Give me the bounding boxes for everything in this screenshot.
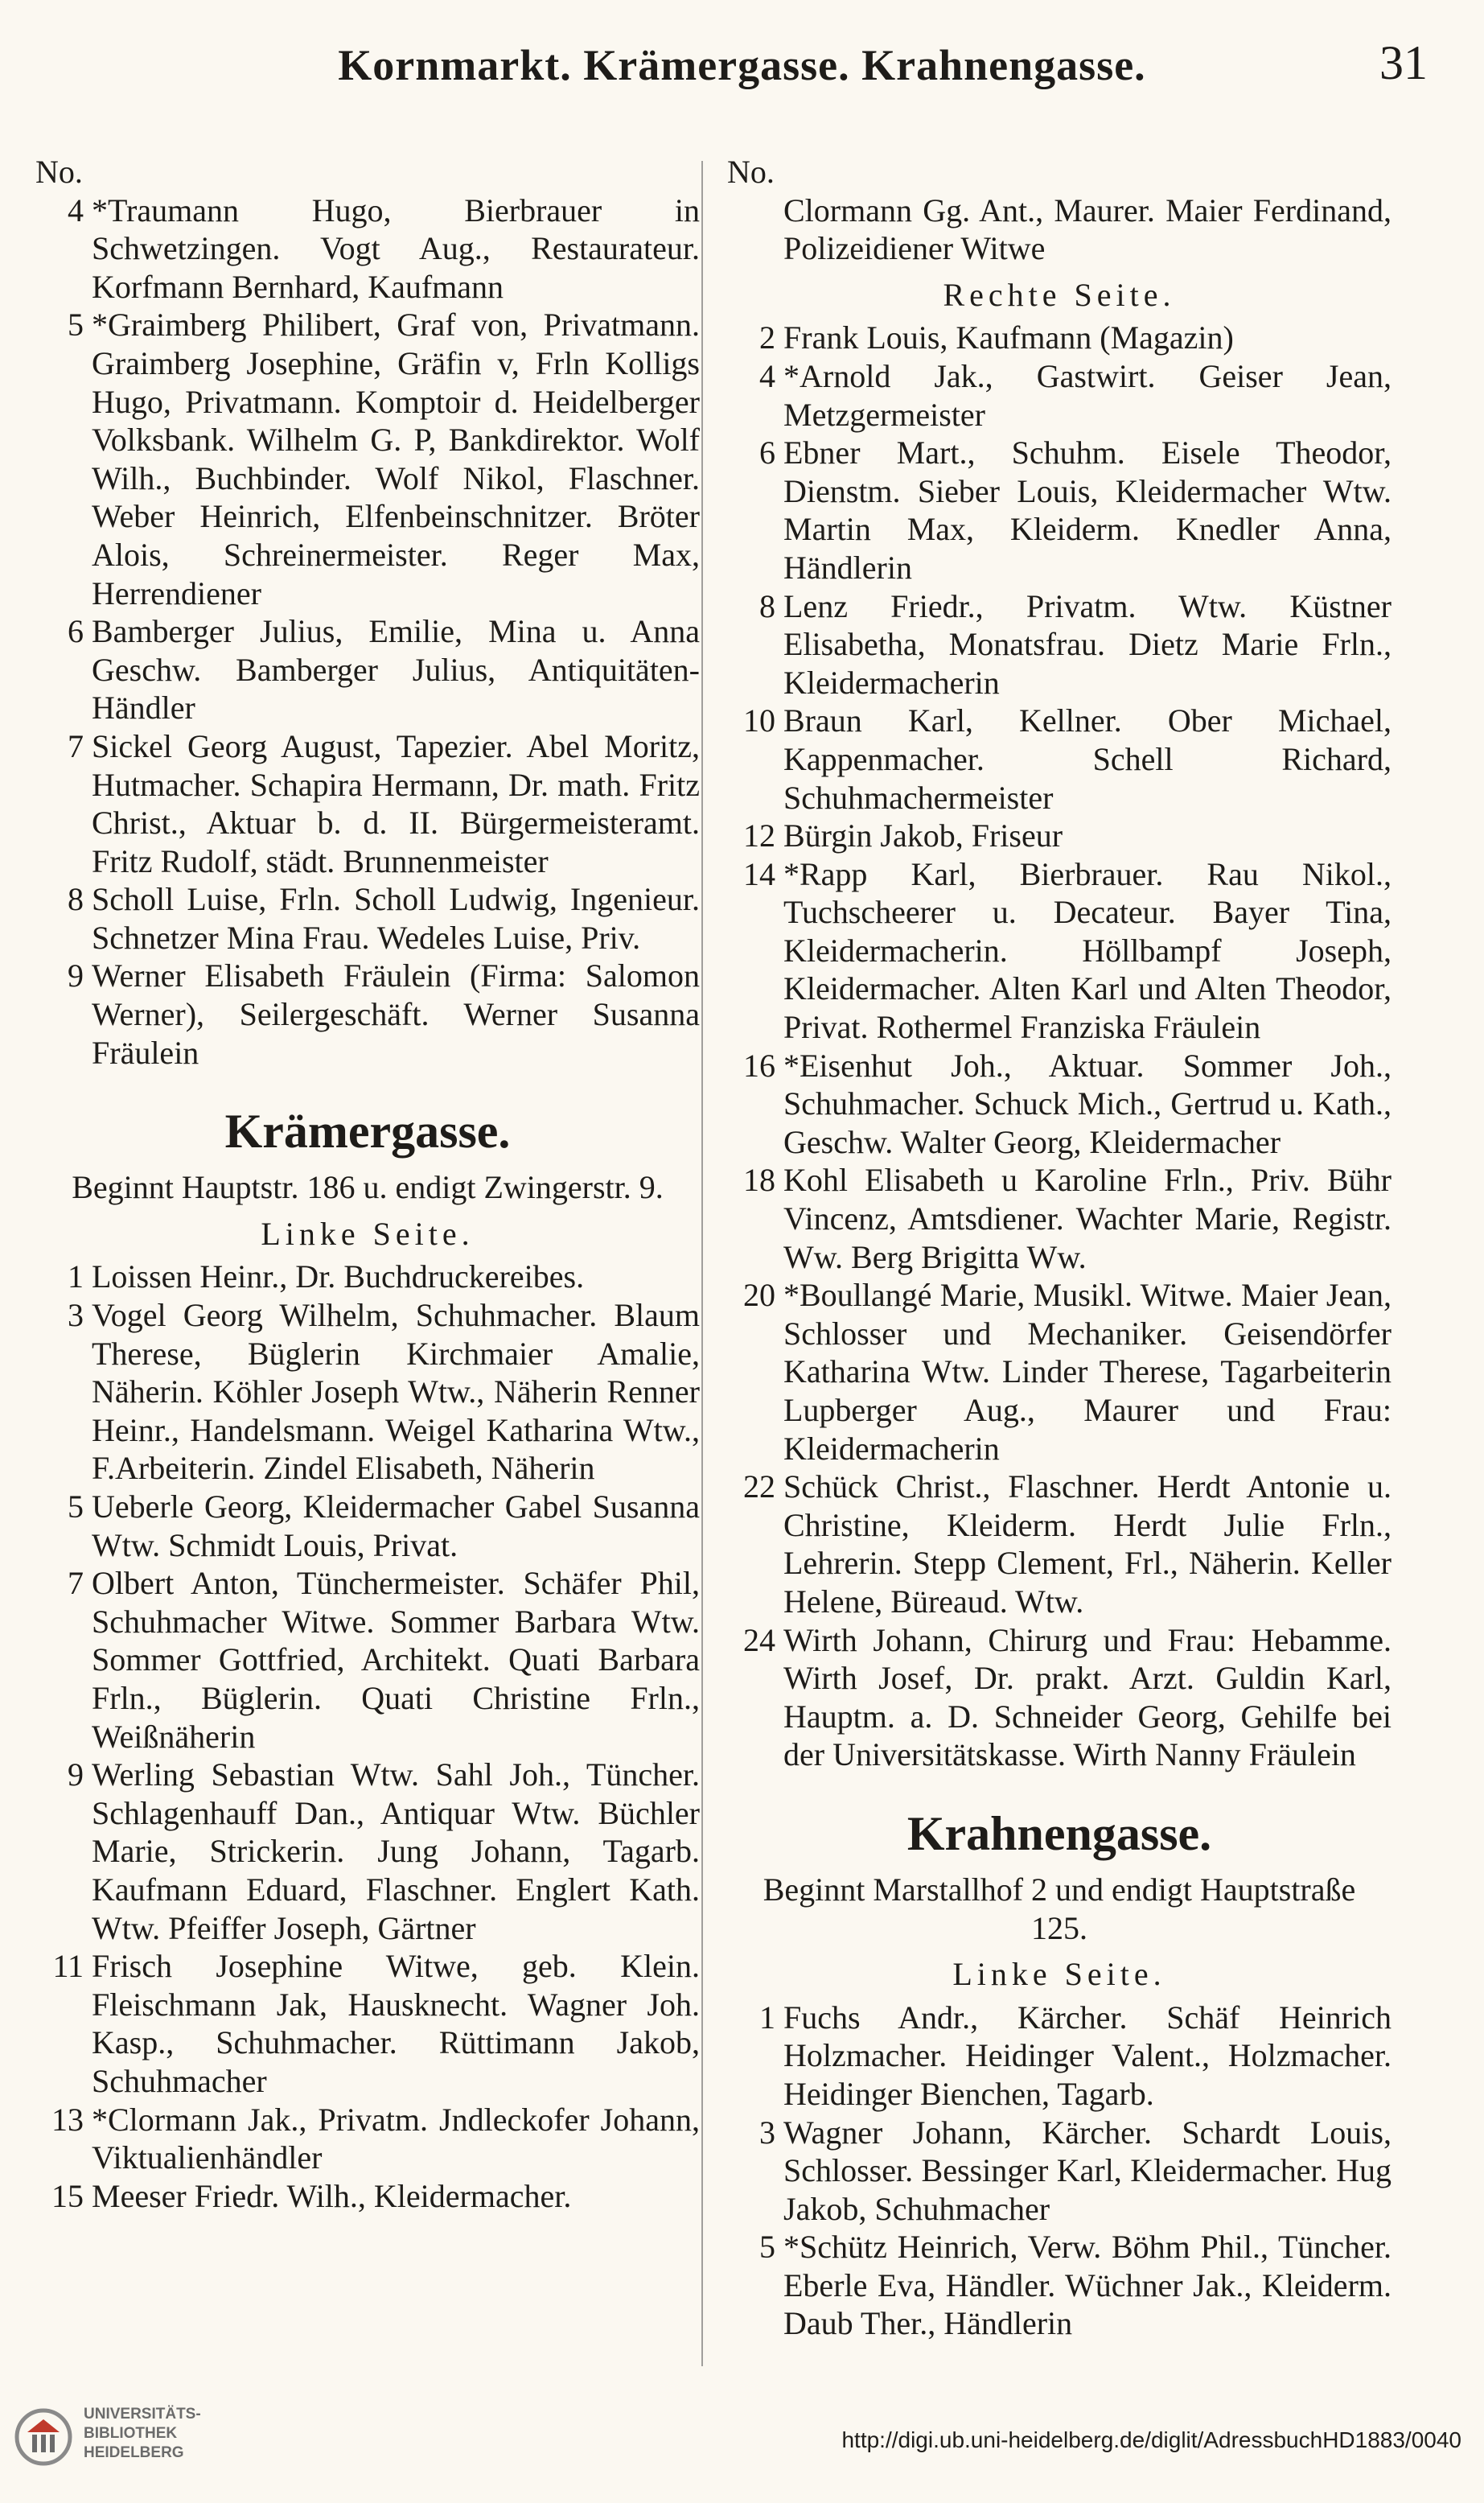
house-entry [727, 702, 1392, 817]
house-number: 9 [68, 957, 84, 994]
resident-names: Frisch Josephine Witwe, geb. Klein. Fleischmann Jak, Hausknecht. Wagner Joh. Kasp., Schuhmacher. Rüttimann Jakob, Schuhmacher [92, 1948, 700, 2099]
street-heading-kraemergasse: Krämergasse. [224, 1105, 511, 1159]
street-description: Beginnt Marstallhof 2 und endigt Hauptstraße 125. [763, 1871, 1356, 1946]
house-entry [727, 1621, 1392, 1774]
house-entry [35, 957, 700, 1072]
column-divider [701, 161, 703, 2398]
resident-names: Vogel Georg Wilhelm, Schuhmacher. Blaum Therese, Büglerin Kirchmaier Amalie, Näherin. Köhler Joseph Wtw., Näherin Renner Heinr., Handelsmann. Weigel Katharina Wtw., F.Arbeiterin. Zindel Elisabeth, Näherin [92, 1297, 700, 1487]
right-column [727, 153, 1392, 2343]
house-entry [35, 727, 700, 880]
house-number: 6 [759, 434, 775, 471]
house-number: 16 [743, 1047, 775, 1084]
page-header [56, 36, 1428, 113]
house-entry [35, 880, 700, 957]
resident-names: Sickel Georg August, Tapezier. Abel Moritz, Hutmacher. Schapira Hermann, Dr. math. Fritz Christ., Aktuar b. d. II. Bürgermeisteramt. Fritz Rudolf, städt. Brunnenmeister [92, 727, 700, 879]
house-number: 5 [68, 1488, 84, 1525]
side-heading: Linke Seite. [952, 1956, 1166, 1993]
house-number: 7 [68, 727, 84, 764]
house-entry [727, 2114, 1392, 2229]
kraemergasse-right-entries [727, 319, 1392, 1774]
house-number: 3 [759, 2114, 775, 2151]
kornmarkt-entries [35, 191, 700, 1072]
resident-names: Frank Louis, Kaufmann (Magazin) [783, 319, 1234, 356]
side-heading: Rechte Seite. [943, 276, 1176, 313]
house-entry [35, 2101, 700, 2177]
house-number: 14 [743, 855, 775, 892]
resident-names: *Clormann Jak., Privatm. Jndleckofer Johann, Viktualienhändler [92, 2101, 700, 2176]
resident-names: *Traumann Hugo, Bierbrauer in Schwetzingen. Vogt Aug., Restaurateur. Korfmann Bernhard, Kaufmann [92, 191, 700, 305]
side-heading: Linke Seite. [261, 1215, 475, 1252]
resident-names: Olbert Anton, Tünchermeister. Schäfer Phil, Schuhmacher Witwe. Sommer Barbara Wtw. Sommer Gottfried, Architekt. Quati Barbara Frln., Büglerin. Quati Christine Frln., Weißnäherin [92, 1565, 700, 1755]
resident-names: Werling Sebastian Wtw. Sahl Joh., Tüncher. Schlagenhauff Dan., Antiquar Wtw. Büchler Marie, Strickerin. Jung Johann, Tagarb. Kaufmann Eduard, Flaschner. Englert Kath. Wtw. Pfeiffer Joseph, Gärtner [92, 1756, 700, 1946]
house-number: 18 [743, 1162, 775, 1199]
house-number: 2 [759, 319, 775, 356]
house-entry [727, 1161, 1392, 1276]
continuation-text: Clormann Gg. Ant., Maurer. Maier Ferdinand, Polizeidiener Witwe [783, 191, 1392, 267]
house-entry [727, 1999, 1392, 2114]
resident-names: Bamberger Julius, Emilie, Mina u. Anna Geschw. Bamberger Julius, Antiquitäten-Händler [92, 613, 700, 727]
house-number: 1 [759, 1999, 775, 2036]
resident-names: Ebner Mart., Schuhm. Eisele Theodor, Dienstm. Sieber Louis, Kleidermacher Wtw. Martin Max, Kleiderm. Knedler Anna, Händlerin [783, 434, 1392, 586]
resident-names: *Rapp Karl, Bierbrauer. Rau Nikol., Tuchscheerer u. Decateur. Bayer Tina, Kleidermacherin. Höllbampf Joseph, Kleidermacher. Alten Karl und Alten Theodor, Privat. Rothermel Franziska Fräulein [783, 855, 1392, 1046]
resident-names: Wirth Johann, Chirurg und Frau: Hebamme. Wirth Josef, Dr. prakt. Arzt. Guldin Karl, Hauptm. a. D. Schneider Georg, Gehilfe bei der Universitätskasse. Wirth Nanny Fräulein [783, 1621, 1392, 1773]
resident-names: Fuchs Andr., Kärcher. Schäf Heinrich Holzmacher. Heidinger Valent., Holzmacher. Heidinger Bienchen, Tagarb. [783, 1999, 1392, 2112]
library-logo-text: UNIVERSITÄTS- BIBLIOTHEK HEIDELBERG [84, 2406, 201, 2461]
house-number: 22 [743, 1468, 775, 1505]
resident-names: *Boullangé Marie, Musikl. Witwe. Maier Jean, Schlosser und Mechaniker. Geisendörfer Katharina Wtw. Linder Therese, Tagarbeiterin Lupberger Aug., Maurer und Frau: Kleidermacherin [783, 1277, 1392, 1467]
house-number: 6 [68, 613, 84, 650]
house-entry [727, 1047, 1392, 1162]
house-number: 10 [743, 702, 775, 739]
number-label: No. [727, 154, 775, 190]
resident-names: Schück Christ., Flaschner. Herdt Antonie u. Christine, Kleiderm. Herdt Julie Frln., Lehrerin. Stepp Clement, Frl., Näherin. Keller Helene, Büreaud. Wtw. [783, 1468, 1392, 1620]
resident-names: Kohl Elisabeth u Karoline Frln., Priv. Bühr Vincenz, Amtsdiener. Wachter Marie, Registr. Ww. Berg Brigitta Ww. [783, 1162, 1392, 1275]
house-number: 1 [68, 1258, 84, 1295]
house-number: 24 [743, 1621, 775, 1658]
resident-names: Werner Elisabeth Fräulein (Firma: Salomon Werner), Seilergeschäft. Werner Susanna Fräulein [92, 957, 700, 1071]
house-number: 3 [68, 1297, 84, 1334]
resident-names: Braun Karl, Kellner. Ober Michael, Kappenmacher. Schell Richard, Schuhmachermeister [783, 702, 1392, 816]
resident-names: Loissen Heinr., Dr. Buchdruckereibes. [92, 1258, 585, 1295]
house-entry [727, 1468, 1392, 1620]
house-number: 12 [743, 817, 775, 854]
house-entry [727, 319, 1392, 357]
house-entry [35, 1488, 700, 1564]
house-entry [35, 612, 700, 727]
house-entry [35, 1296, 700, 1488]
resident-names: Lenz Friedr., Privatm. Wtw. Küstner Elisabetha, Monatsfrau. Dietz Marie Frln., Kleidermacherin [783, 587, 1392, 701]
street-heading-krahnengasse: Krahnengasse. [906, 1806, 1212, 1860]
resident-names: *Arnold Jak., Gastwirt. Geiser Jean, Metzgermeister [783, 357, 1392, 433]
krahnengasse-entries [727, 1999, 1392, 2343]
resident-names: Meeser Friedr. Wilh., Kleidermacher. [92, 2177, 572, 2214]
library-logo-icon [14, 2408, 72, 2466]
resident-names: Bürgin Jakob, Friseur [783, 817, 1063, 854]
resident-names: *Schütz Heinrich, Verw. Böhm Phil., Tüncher. Eberle Eva, Händler. Wüchner Jak., Kleiderm. Daub Ther., Händlerin [783, 2229, 1392, 2342]
resident-names: *Graimberg Philibert, Graf von, Privatmann. Graimberg Josephine, Gräfin v, Frln Kolligs Hugo, Privatmann. Komptoir d. Heidelberger Volksbank. Wilhelm G. P, Bankdirektor. Wolf Wilh., Buchbinder. Wolf Nikol, Flaschner. Weber Heinrich, Elfenbeinschnitzer. Bröter Alois, Schreinermeister. Reger Max, Herrendiener [92, 307, 700, 611]
street-description: Beginnt Hauptstr. 186 u. endigt Zwingerstr. 9. [72, 1169, 664, 1206]
house-entry [35, 2177, 700, 2216]
source-url-link[interactable]: http://digi.ub.uni-heidelberg.de/diglit/AdressbuchHD1883/0040 [841, 2427, 1461, 2452]
house-entry [35, 1564, 700, 1756]
house-number: 13 [51, 2101, 84, 2138]
house-entry [35, 306, 700, 612]
house-number: 4 [68, 191, 84, 228]
page-number: 31 [1379, 36, 1428, 89]
house-entry [727, 817, 1392, 855]
running-title: Kornmarkt. Krämergasse. Krahnengasse. [338, 41, 1146, 89]
house-entry [727, 1276, 1392, 1468]
house-number: 9 [68, 1756, 84, 1793]
house-number: 8 [68, 881, 84, 918]
house-entry [35, 1756, 700, 1947]
house-entry [35, 1947, 700, 2100]
house-number: 8 [759, 587, 775, 624]
resident-names: *Eisenhut Joh., Aktuar. Sommer Joh., Schuhmacher. Schuck Mich., Gertrud u. Kath., Geschw. Walter Georg, Kleidermacher [783, 1047, 1392, 1160]
house-number: 4 [759, 357, 775, 394]
house-number: 20 [743, 1277, 775, 1314]
house-number: 5 [759, 2229, 775, 2266]
house-entry [35, 1258, 700, 1296]
house-entry [35, 191, 700, 307]
house-number: 15 [51, 2177, 84, 2214]
house-entry [727, 587, 1392, 702]
house-entry [727, 434, 1392, 587]
house-entry [727, 357, 1392, 434]
resident-names: Ueberle Georg, Kleidermacher Gabel Susanna Wtw. Schmidt Louis, Privat. [92, 1488, 700, 1563]
left-column [35, 153, 700, 2215]
house-number: 7 [68, 1565, 84, 1602]
house-entry [727, 855, 1392, 1047]
resident-names: Wagner Johann, Kärcher. Schardt Louis, Schlosser. Bessinger Karl, Kleidermacher. Hug Jakob, Schuhmacher [783, 2114, 1392, 2227]
kraemergasse-entries [35, 1258, 700, 2215]
number-label: No. [35, 154, 83, 190]
house-entry [727, 2228, 1392, 2343]
house-number: 11 [52, 1948, 84, 1985]
house-number: 5 [68, 307, 84, 344]
resident-names: Scholl Luise, Frln. Scholl Ludwig, Ingenieur. Schnetzer Mina Frau. Wedeles Luise, Priv. [92, 881, 700, 956]
page-footer [0, 2366, 1484, 2503]
